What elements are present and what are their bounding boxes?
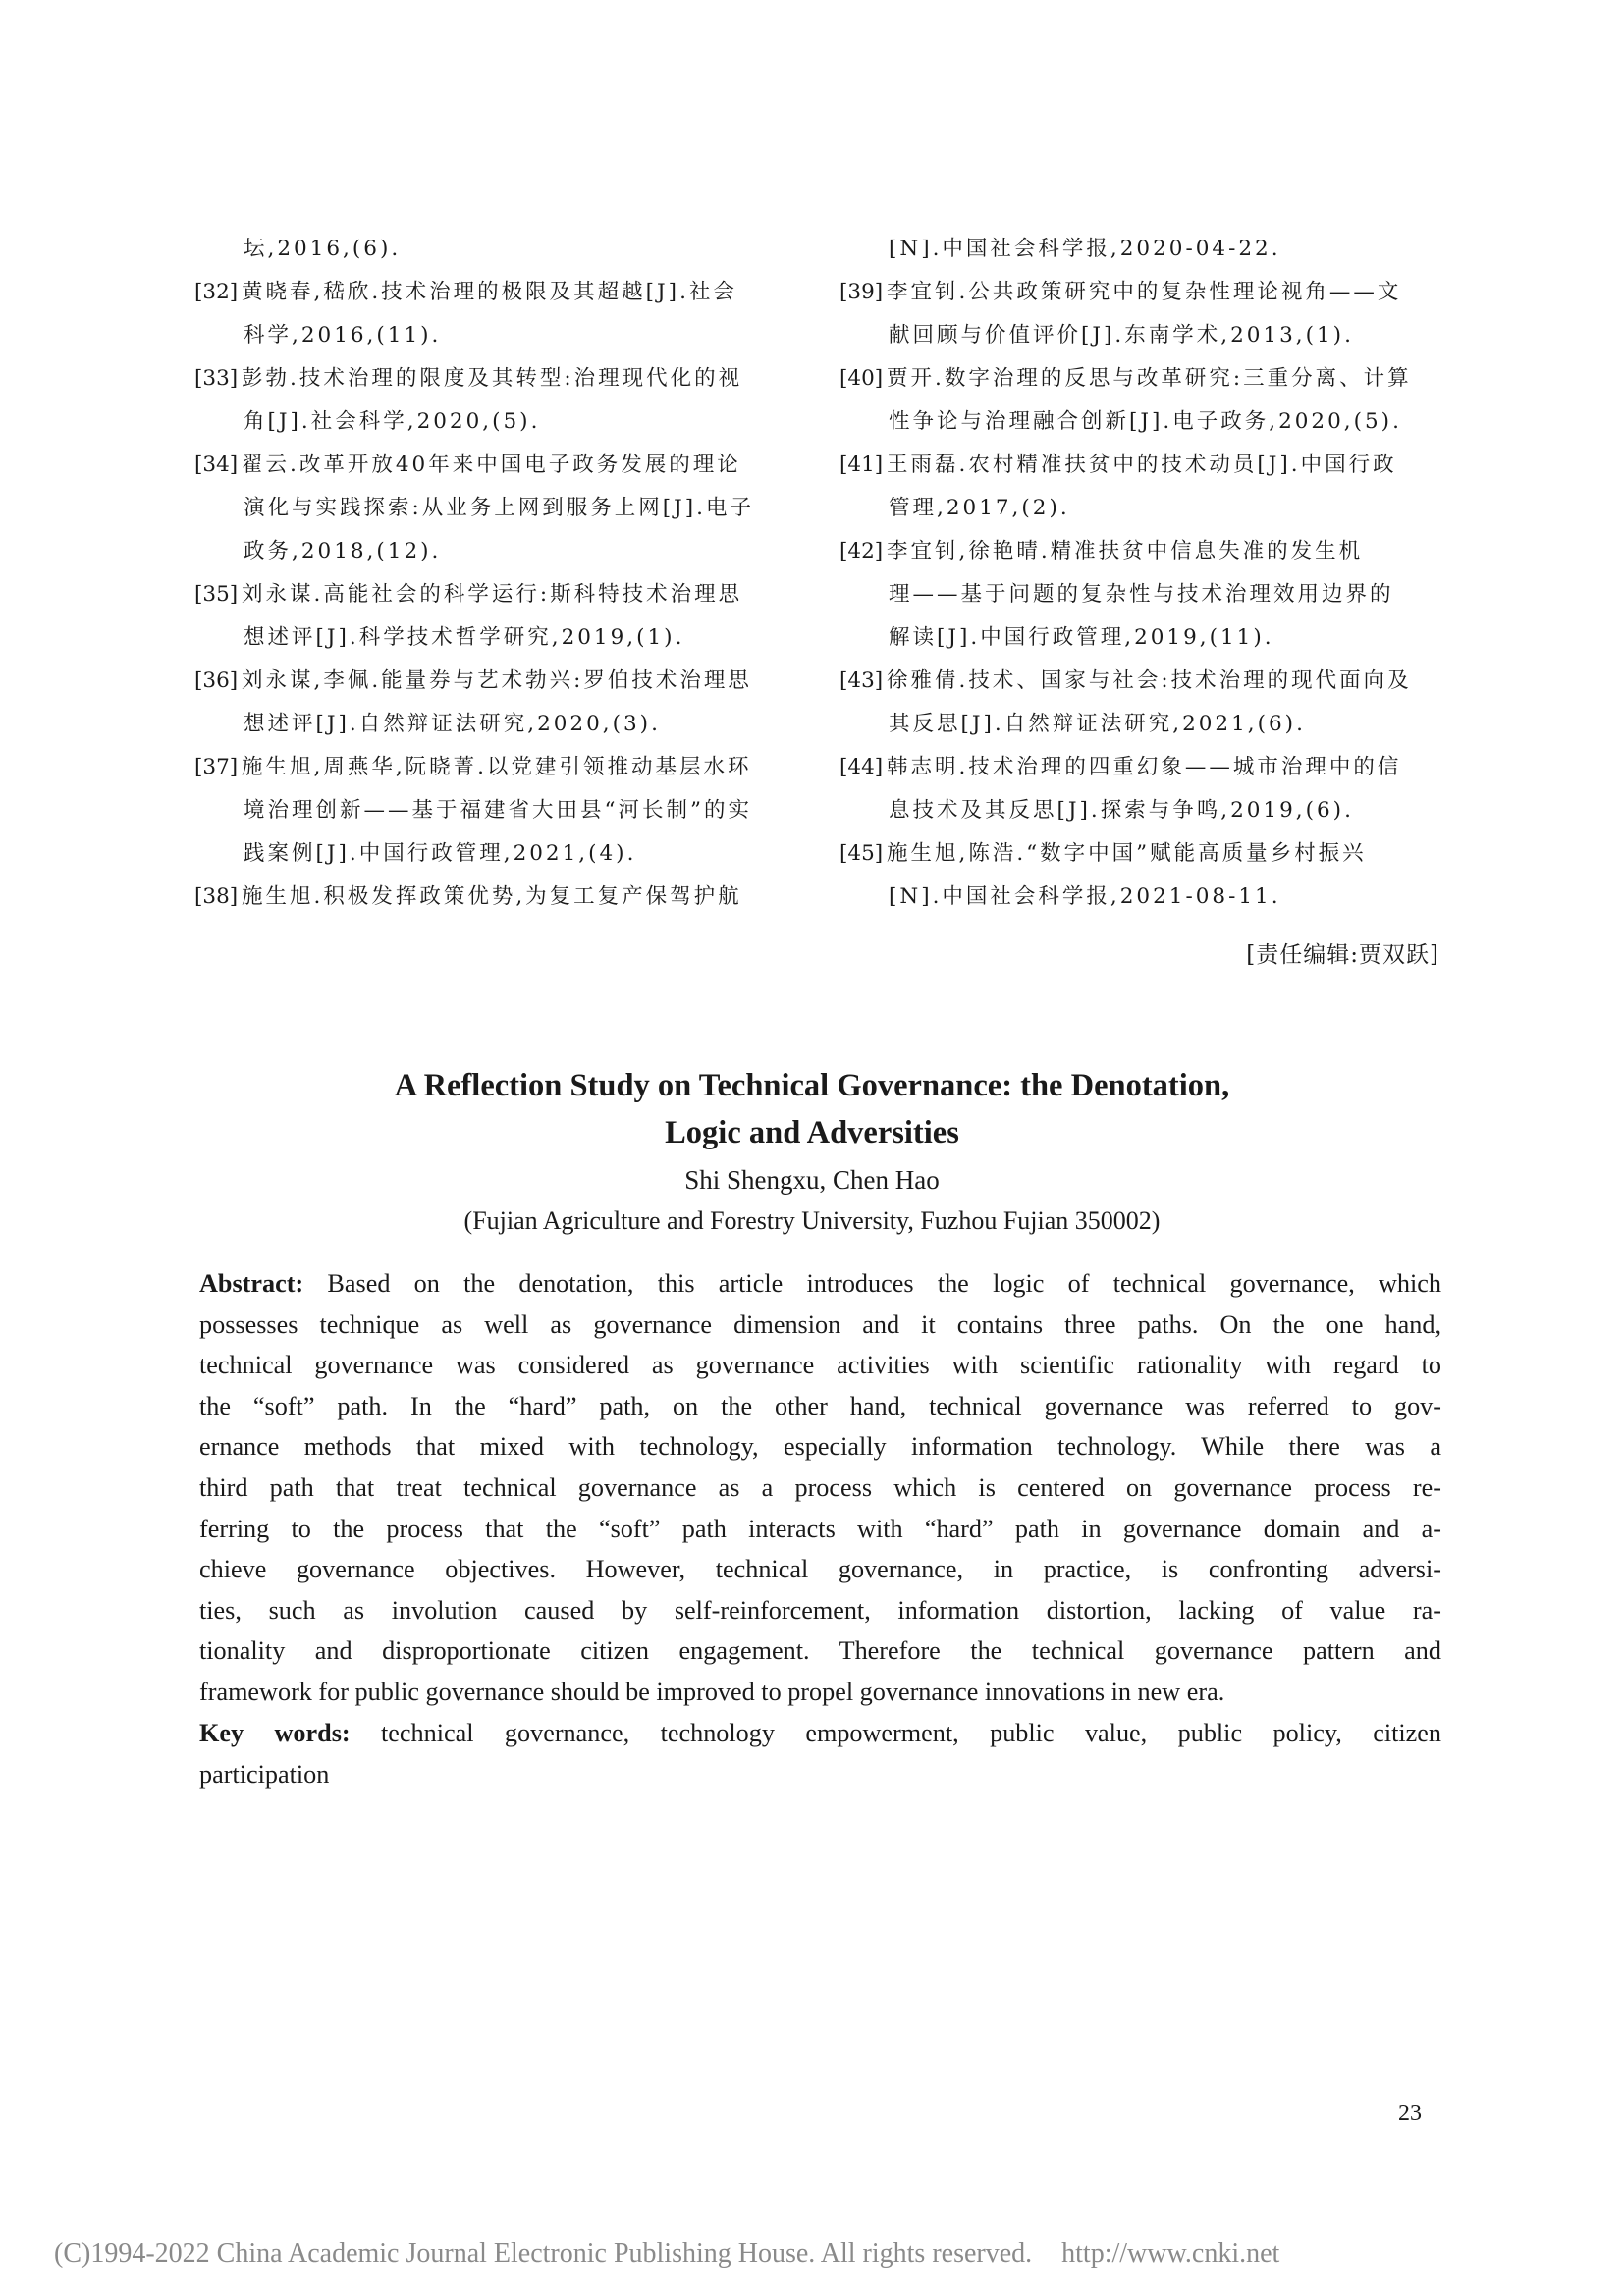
reference-text: 彭勃.技术治理的限度及其转型:治理现代化的视 [242,366,743,391]
english-title [0,1062,1624,1156]
reference-line [839,530,1439,573]
abstract-text: chieve governance objectives. However, technical governance, in practice, is confronting adversi- [199,1555,1441,1584]
reference-text: 黄晓春,嵇欣.技术治理的极限及其超越[J].社会 [242,280,737,304]
reference-text: 贾开.数字治理的反思与改革研究:三重分离、计算 [887,366,1412,391]
authors: Shi Shengxu, Chen Hao [684,1165,940,1195]
reference-line [839,271,1439,314]
reference-line [839,444,1439,487]
reference-line [194,573,788,616]
abstract-text: ties, such as involution caused by self-reinforcement, information distortion, lacking of value ra- [199,1595,1441,1625]
reference-text: 李宜钊,徐艳晴.精准扶贫中信息失准的发生机 [887,539,1364,563]
affiliation: (Fujian Agriculture and Forestry University, Fuzhou Fujian 350002) [463,1206,1161,1235]
abstract-line [199,1305,1441,1346]
reference-text: 境治理创新——基于福建省大田县“河长制”的实 [244,798,752,823]
reference-text: 演化与实践探索:从业务上网到服务上网[J].电子 [244,496,754,520]
copyright-text: (C)1994-2022 China Academic Journal Electronic Publishing House. All rights reserved. [54,2238,1033,2269]
reference-line [839,487,1439,530]
abstract-text: Based on the denotation, this article introduces the logic of technical governance, which [303,1269,1441,1298]
reference-text: 韩志明.技术治理的四重幻象——城市治理中的信 [887,755,1402,779]
references-left-column [194,228,788,919]
abstract-line [199,1630,1441,1672]
abstract-line [199,1386,1441,1427]
reference-number: [42] [839,539,884,563]
reference-text: 其反思[J].自然辩证法研究,2021,(6). [889,712,1306,736]
reference-number: [40] [839,366,884,391]
title-line-1: A Reflection Study on Technical Governance: the Denotation, [394,1068,1230,1103]
keywords [199,1713,1441,1794]
reference-line [194,400,788,444]
reference-text: 施生旭,周燕华,阮晓菁.以党建引领推动基层水环 [242,755,752,779]
reference-number: [41] [839,453,884,477]
abstract-text: technical governance was considered as governance activities with scientific rationality with regard to [199,1351,1441,1380]
abstract-label: Abstract: [199,1269,304,1298]
references-section [194,228,1439,919]
abstract-text: the “soft” path. In the “hard” path, on the other hand, technical governance was referred to gov- [199,1391,1441,1420]
reference-line [839,400,1439,444]
reference-line [194,444,788,487]
page-number: 23 [1398,2101,1422,2126]
reference-line [839,573,1439,616]
references-right-column [839,228,1439,919]
reference-text: 践案例[J].中国行政管理,2021,(4). [244,841,637,866]
reference-line [194,228,788,271]
abstract-line [199,1426,1441,1468]
reference-text: 李宜钊.公共政策研究中的复杂性理论视角——文 [887,280,1402,304]
reference-number: [45] [839,841,884,866]
abstract-text: third path that treat technical governance as a process which is centered on governance process re- [199,1472,1441,1502]
reference-line [194,530,788,573]
reference-text: 想述评[J].自然辩证法研究,2020,(3). [244,712,661,736]
reference-text: 政务,2018,(12). [244,539,442,563]
reference-text: 角[J].社会科学,2020,(5). [244,409,541,434]
reference-line [839,876,1439,919]
reference-text: 理——基于问题的复杂性与技术治理效用边界的 [889,582,1394,607]
reference-number: [39] [839,280,884,304]
reference-line [194,487,788,530]
reference-number: [33] [194,366,239,391]
reference-text: 息技术及其反思[J].探索与争鸣,2019,(6). [889,798,1354,823]
keywords-label: Key words: [199,1719,351,1747]
reference-line [194,357,788,400]
keywords-line-2: participation [199,1759,330,1789]
reference-text: 刘永谋.高能社会的科学运行:斯科特技术治理思 [242,582,743,607]
reference-text: 翟云.改革开放40年来中国电子政务发展的理论 [242,453,741,477]
editor-note: [责任编辑:贾双跃] [1246,942,1439,968]
reference-text: 徐雅倩.技术、国家与社会:技术治理的现代面向及 [887,668,1412,693]
reference-line [839,228,1439,271]
reference-number: [35] [194,582,239,607]
reference-number: [43] [839,668,884,693]
abstract-line [199,1263,1441,1305]
keywords-text-1: technical governance, technology empowerment, public value, public policy, citizen [350,1719,1441,1747]
reference-line [839,832,1439,876]
copyright-footer [54,2238,1279,2269]
title-line-2: Logic and Adversities [665,1115,959,1150]
reference-line [839,357,1439,400]
reference-number: [34] [194,453,239,477]
reference-line [194,789,788,832]
reference-text: 施生旭.积极发挥政策优势,为复工复产保驾护航 [242,884,742,909]
reference-number: [36] [194,668,239,693]
reference-line [839,703,1439,746]
reference-number: [44] [839,755,884,779]
reference-text: 性争论与治理融合创新[J].电子政务,2020,(5). [889,409,1402,434]
copyright-url: http://www.cnki.net [1061,2238,1280,2269]
abstract-text: ferring to the process that the “soft” path interacts with “hard” path in governance domain and a- [199,1514,1441,1543]
reference-number: [37] [194,755,239,779]
abstract-line [199,1590,1441,1631]
abstract [199,1263,1441,1713]
abstract-line [199,1549,1441,1590]
reference-line [194,314,788,357]
reference-line [839,746,1439,789]
abstract-text: ernance methods that mixed with technology, especially information technology. While there was a [199,1432,1441,1462]
reference-line [194,271,788,314]
reference-number: [32] [194,280,239,304]
reference-line [839,789,1439,832]
reference-number: [38] [194,884,239,909]
abstract-line [199,1672,1441,1713]
reference-line [194,876,788,919]
reference-text: 坛,2016,(6). [244,237,402,261]
reference-text: 解读[J].中国行政管理,2019,(11). [889,625,1274,650]
reference-line [839,314,1439,357]
reference-text: 想述评[J].科学技术哲学研究,2019,(1). [244,625,685,650]
abstract-text: possesses technique as well as governance dimension and it contains three paths. On the one hand, [199,1309,1441,1339]
abstract-line [199,1468,1441,1509]
reference-line [194,616,788,660]
reference-text: 刘永谋,李佩.能量券与艺术勃兴:罗伯技术治理思 [242,668,752,693]
reference-line [839,660,1439,703]
reference-text: [N].中国社会科学报,2021-08-11. [889,884,1281,909]
reference-line [839,616,1439,660]
reference-text: 管理,2017,(2). [889,496,1070,520]
reference-line [194,746,788,789]
reference-text: [N].中国社会科学报,2020-04-22. [889,237,1281,261]
abstract-text: tionality and disproportionate citizen engagement. Therefore the technical governance pattern and [199,1636,1441,1666]
reference-line [194,703,788,746]
abstract-line [199,1509,1441,1550]
reference-text: 王雨磊.农村精准扶贫中的技术动员[J].中国行政 [887,453,1397,477]
reference-line [194,660,788,703]
reference-text: 科学,2016,(11). [244,323,442,347]
reference-text: 施生旭,陈浩.“数字中国”赋能高质量乡村振兴 [887,841,1367,866]
reference-line [194,832,788,876]
keywords-line-1 [199,1713,1441,1754]
abstract-text: framework for public governance should be improved to propel governance innovations in new era. [199,1677,1225,1706]
reference-text: 献回顾与价值评价[J].东南学术,2013,(1). [889,323,1354,347]
abstract-line [199,1345,1441,1386]
